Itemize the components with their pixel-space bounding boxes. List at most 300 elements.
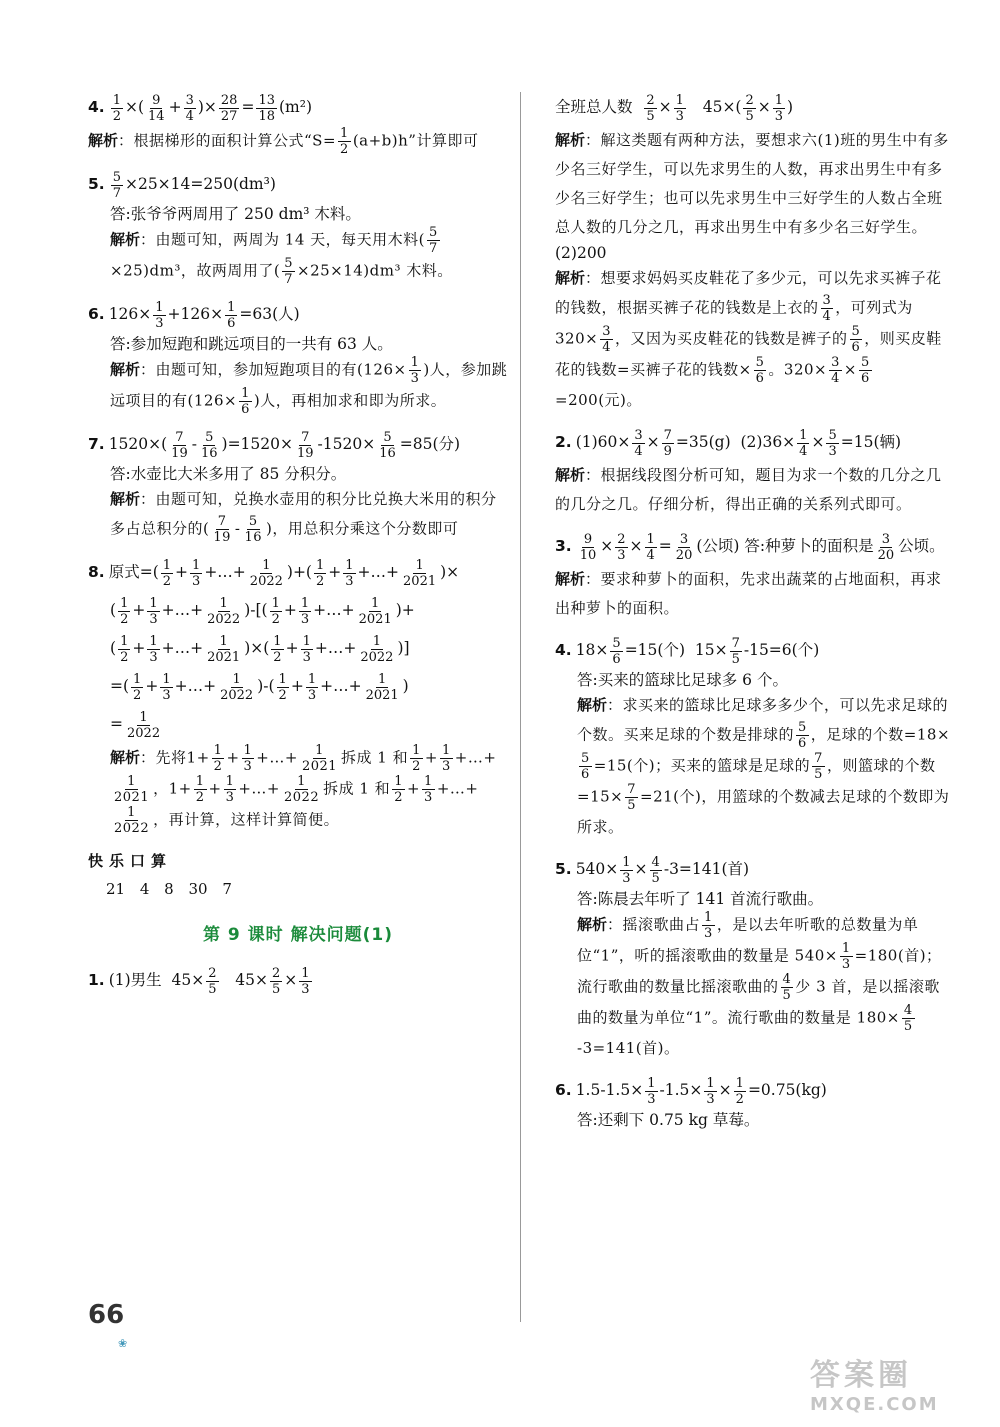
- fraction-numerator: 3: [634, 427, 643, 443]
- fraction-numerator: 1: [227, 299, 236, 315]
- fraction: [392, 774, 405, 805]
- text-span: dm³ 木料。: [369, 261, 453, 280]
- text-span: 答案圈: [810, 1358, 912, 1393]
- text-span: 拆成 1 和: [323, 779, 391, 798]
- fraction-numerator: 5: [284, 256, 293, 271]
- fraction: [295, 430, 316, 461]
- question-number: 7.: [88, 435, 105, 453]
- fraction-numerator: 1: [371, 595, 380, 611]
- fraction-denominator: 16: [379, 445, 396, 461]
- fraction: [409, 355, 422, 386]
- fraction: [357, 596, 394, 627]
- analysis-r4: 解析：求买来的篮球比足球多多少个，可以先求足球的个数。买来足球的个数是排球的 $\frac{5}{6}$ ，足球的个数=18× $\frac{5}{6}$ =15(个)；买来的篮球是足球的 $\frac{7}{5}$ ，则篮球的个数=15× $\frac{7}{5}$ =21(个)，用篮球的个数减去足球的个数即为所求。: [577, 696, 951, 836]
- text-line: 2. (1)60× $\frac{3}{4}$ × $\frac{7}{9}$ =35(g) (2)36× $\frac{1}{4}$ × $\frac{5}{3}$ =15(辆): [555, 427, 902, 459]
- question-1-cont: [555, 88, 955, 415]
- question-r3: [555, 527, 955, 623]
- fraction: [600, 324, 613, 355]
- fraction-denominator: 5: [646, 108, 655, 124]
- fraction-denominator: 20: [675, 547, 693, 563]
- fraction-numerator: 13: [258, 92, 275, 108]
- fraction: [125, 710, 162, 741]
- answer-r6: 答:还剩下 0.75 kg 草莓。: [577, 1111, 760, 1129]
- text-span: -3=141(首)。: [577, 1039, 680, 1057]
- text-span: ：想要求妈妈买皮鞋花了多少元，可以先求买裤子花的钱数，根据买裤子花的钱数是上衣的: [555, 269, 942, 317]
- fraction-denominator: 5: [782, 988, 792, 1003]
- answer-r4: 答:买来的篮球比足球多 6 个。: [577, 671, 788, 689]
- fraction-denominator: 2022: [127, 725, 161, 741]
- fraction-numerator: 1: [127, 774, 136, 789]
- fraction-numerator: 1: [340, 126, 349, 141]
- text-span: ，再计算，这样计算简便。: [153, 810, 340, 829]
- fraction-numerator: 5: [429, 225, 438, 240]
- fraction: [743, 93, 755, 124]
- fraction-denominator: 3: [774, 108, 784, 124]
- fraction-numerator: 1: [646, 531, 655, 547]
- fraction-denominator: 3: [706, 1091, 715, 1107]
- fraction-denominator: 2: [112, 108, 121, 124]
- fraction-denominator: 4: [799, 443, 808, 459]
- fraction: [829, 355, 842, 386]
- fraction: [161, 558, 173, 589]
- kuaile-title: 快乐口算: [88, 852, 173, 870]
- fraction: [620, 855, 632, 886]
- fraction-numerator: 7: [627, 782, 637, 797]
- fraction: [826, 428, 838, 459]
- fraction-denominator: 10: [579, 547, 597, 563]
- fraction-numerator: 1: [412, 743, 421, 758]
- fraction: [306, 672, 318, 703]
- fraction: [579, 751, 592, 782]
- fraction-denominator: 19: [213, 530, 231, 545]
- fraction: [243, 514, 265, 545]
- fraction-numerator: 1: [243, 743, 253, 758]
- fraction: [184, 93, 196, 124]
- fraction-numerator: 1: [774, 92, 784, 108]
- fraction: [702, 910, 715, 941]
- question-r4: [555, 631, 955, 842]
- fraction-denominator: 19: [296, 445, 314, 461]
- fraction: [111, 170, 123, 201]
- fraction-numerator: 1: [302, 633, 311, 649]
- fraction-denominator: 2021: [114, 790, 150, 805]
- fraction-denominator: 6: [860, 371, 870, 386]
- fraction-denominator: 7: [429, 241, 438, 256]
- fraction: [427, 225, 440, 256]
- text-line: ( $\frac{1}{2}$ + $\frac{1}{3}$ +…+ $\frac{1}{2022}$ )-[( $\frac{1}{2}$ + $\frac{1}{3}$ +…+ $\frac{1}{2021}$ )+: [110, 595, 415, 627]
- fraction-denominator: 2: [162, 573, 172, 589]
- fraction-numerator: 1: [278, 671, 287, 687]
- fraction-denominator: 2021: [365, 687, 399, 703]
- question-number: 3.: [555, 537, 572, 555]
- fraction-denominator: 3: [675, 108, 684, 124]
- fraction-numerator: 2: [646, 92, 655, 108]
- fraction: [876, 532, 897, 563]
- fraction: [160, 672, 172, 703]
- answer-6: 答:参加短跑和跳远项目的一共有 63 人。: [110, 335, 393, 353]
- fraction-denominator: 6: [241, 402, 250, 417]
- fraction: [674, 93, 686, 124]
- fraction-denominator: 9: [663, 443, 672, 459]
- fraction-numerator: 4: [782, 972, 792, 987]
- fraction-denominator: 2: [133, 687, 142, 703]
- fraction-numerator: 1: [195, 774, 205, 789]
- fraction-denominator: 2021: [403, 573, 437, 589]
- question-number: 2.: [555, 433, 572, 451]
- fraction-numerator: 28: [220, 92, 238, 108]
- fraction: [662, 428, 674, 459]
- fraction: [271, 634, 283, 665]
- fraction-numerator: 5: [248, 514, 258, 529]
- fraction-numerator: 1: [149, 633, 158, 649]
- fraction-numerator: 1: [139, 709, 148, 725]
- text-span: ：摇滚歌曲占: [607, 915, 701, 934]
- fraction-denominator: 3: [828, 443, 837, 459]
- fraction-denominator: 2: [394, 790, 403, 805]
- fraction: [401, 558, 438, 589]
- analysis-label: 解析: [577, 696, 608, 714]
- question-number: 1.: [88, 971, 105, 989]
- answer-5: 答:张爷爷两周用了 250 dm³ 木料。: [110, 205, 361, 223]
- fraction-numerator: 7: [217, 514, 227, 529]
- fraction: [282, 774, 321, 805]
- fraction-numerator: 1: [647, 1075, 656, 1091]
- fraction: [147, 634, 159, 665]
- fraction-denominator: 7: [112, 185, 121, 201]
- text-line: = $\frac{1}{2022}$: [110, 709, 161, 741]
- fraction-numerator: 5: [755, 355, 765, 370]
- text-span: ：由题可知，兑换水壶用的积分比兑换大米用的积分多占总积分的: [110, 490, 497, 538]
- fraction-numerator: 1: [441, 743, 451, 758]
- fraction: [205, 596, 242, 627]
- analysis-7: 解析：由题可知，兑换水壶用的积分比兑换大米用的积分多占总积分的( $\frac{7}{19}$ - $\frac{5}{16}$ )，用总积分乘这个分数即可: [110, 490, 497, 545]
- fraction-denominator: 2022: [360, 649, 394, 665]
- fraction-denominator: 3: [617, 547, 626, 563]
- fraction: [211, 514, 233, 545]
- text-span: 人，参加跳远项目的有: [110, 360, 508, 410]
- fraction-numerator: 1: [127, 805, 136, 820]
- fraction: [796, 720, 809, 751]
- question-number: 5.: [555, 860, 572, 878]
- text-span: ，则买皮鞋花的钱数=买裤子花的钱数×: [555, 329, 942, 379]
- fraction-numerator: 2: [208, 965, 217, 981]
- fraction: [205, 634, 242, 665]
- text-span: ：由题可知，两周为 14 天，每天用木料: [140, 230, 419, 249]
- analysis-label: 解析: [555, 269, 586, 287]
- text-line: 全班总人数 $\frac{2}{5}$ × $\frac{1}{3}$ 45×( $\frac{2}{5}$ × $\frac{1}{3}$ ): [555, 92, 794, 124]
- fraction-denominator: 3: [149, 611, 158, 627]
- fraction-denominator: 2022: [284, 790, 320, 805]
- fraction-denominator: 2022: [249, 573, 283, 589]
- fraction: [615, 532, 627, 563]
- fraction: [301, 634, 313, 665]
- fraction: [194, 774, 207, 805]
- text-span: 全班总人数: [555, 98, 633, 116]
- fraction-numerator: 5: [612, 635, 621, 651]
- fraction: [300, 743, 339, 774]
- fraction-denominator: 6: [227, 315, 236, 331]
- fraction-denominator: 2: [412, 759, 421, 774]
- fraction-denominator: 3: [441, 759, 451, 774]
- fraction-numerator: 1: [315, 743, 324, 758]
- text-span: =15(个)；买来的篮球是足球的: [593, 756, 811, 775]
- fraction-numerator: 5: [112, 169, 121, 185]
- fraction-numerator: 1: [301, 965, 310, 981]
- fraction-numerator: 1: [241, 386, 250, 401]
- fraction-numerator: 1: [394, 774, 403, 789]
- text-span: ，又因为买皮鞋花的钱数是裤子的: [614, 329, 848, 348]
- question-5: [88, 165, 508, 287]
- fraction-denominator: 2: [195, 790, 205, 805]
- text-span: 人，再相加求和即为所求。: [260, 391, 447, 410]
- fraction: [410, 743, 423, 774]
- fraction-denominator: 18: [258, 108, 275, 124]
- fraction: [645, 1076, 657, 1107]
- fraction-numerator: 1: [675, 92, 684, 108]
- column-divider: [520, 92, 521, 1322]
- analysis-label: 解析: [555, 570, 586, 588]
- text-line: [88, 165, 508, 203]
- fraction: [270, 966, 282, 997]
- question-r6: [555, 1071, 955, 1131]
- fraction-numerator: 1: [162, 557, 172, 573]
- fraction: [199, 430, 220, 461]
- fraction: [840, 941, 853, 972]
- analysis-8: 解析：先将1+ $\frac{1}{2}$ + $\frac{1}{3}$ +…+ $\frac{1}{2021}$ 拆成 1 和 $\frac{1}{2}$ + $\frac{1}{3}$ +…+ $\frac{1}{2021}$ ，1+ $\frac{1}{2}$ + $\frac{1}{3}$ +…+ $\frac{1}{2022}$ 拆成 1 和 $\frac{1}{2}$ + $\frac{1}{3}$ +…+ $\frac{1}{2022}$ ，再计算，这样计算简便。: [110, 743, 497, 836]
- fraction: [364, 672, 401, 703]
- fraction-denominator: 2: [120, 611, 129, 627]
- text-span: ，是以去年听歌的总数量为单位“1”，听的摇滚歌曲的数量是 540×: [577, 915, 919, 965]
- fraction-numerator: 3: [679, 531, 689, 547]
- fraction-numerator: 2: [745, 92, 754, 108]
- fraction: [754, 355, 767, 386]
- fraction: [650, 855, 662, 886]
- analysis-label: 解析: [88, 131, 119, 150]
- fraction-numerator: 1: [232, 671, 241, 687]
- fraction: [299, 596, 311, 627]
- fraction-denominator: 2: [120, 649, 129, 665]
- fraction-numerator: 1: [307, 671, 317, 687]
- question-number: 8.: [88, 563, 105, 581]
- fraction: [704, 1076, 716, 1107]
- fraction: [169, 430, 190, 461]
- fraction: [242, 743, 255, 774]
- analysis-label: 解析: [577, 915, 608, 934]
- text-span: =21(个)，用篮球的个数减去足球的个数即为所求。: [577, 787, 950, 836]
- fraction-denominator: 4: [602, 340, 611, 355]
- fraction: [850, 324, 863, 355]
- text-span: ：解这类题有两种方法，要想求六(1)班的男生中有多少名三好学生，可以先求男生的人数，再求出男生中有多少名三好学生；也可以先求男生中三好学生的人数占全班总人数的几分之几，再求出男生中有多少名三好学生。: [555, 131, 949, 236]
- text-span: dm³，故两周用了: [149, 261, 274, 280]
- text-span: ，足球的个数=: [810, 725, 917, 744]
- fraction-denominator: 2022: [114, 821, 150, 836]
- text-span: (a+b)h”计算即可: [352, 131, 479, 150]
- text-span: ：先将: [140, 748, 187, 767]
- fraction-numerator: 3: [881, 531, 890, 547]
- lesson-heading: 第 9 课时 解决问题(1): [203, 925, 393, 945]
- fraction-denominator: 4: [822, 309, 832, 324]
- analysis-5: 解析：由题可知，两周为 14 天，每天用木料( $\frac{5}{7}$ ×25)dm³，故两周用了( $\frac{5}{7}$ ×25×14)dm³ 木料。: [110, 225, 453, 287]
- fraction: [338, 126, 351, 157]
- fraction: [299, 966, 311, 997]
- fraction: [440, 743, 453, 774]
- fraction-numerator: 1: [219, 595, 228, 611]
- fraction-denominator: 3: [155, 315, 164, 331]
- fraction-numerator: 5: [205, 429, 214, 445]
- fraction-denominator: 16: [200, 445, 218, 461]
- fraction-denominator: 2021: [207, 649, 241, 665]
- text-line: 7. 1520×( $\frac{7}{19}$ - $\frac{5}{16}$ )=1520× $\frac{7}{19}$ -1520× $\frac{5}{16}$ =85(分): [88, 429, 461, 461]
- fraction: [625, 782, 638, 813]
- text-span: 原式=: [108, 563, 153, 581]
- fraction-denominator: 2: [278, 687, 287, 703]
- fraction: [224, 774, 237, 805]
- fraction: [118, 634, 130, 665]
- fraction-numerator: 1: [120, 595, 129, 611]
- fraction-numerator: 1: [841, 941, 851, 956]
- fraction-denominator: 4: [634, 443, 643, 459]
- fraction-numerator: 1: [372, 633, 382, 649]
- analysis-label: 解析: [555, 466, 586, 484]
- fraction-numerator: 1: [120, 633, 129, 649]
- fraction-numerator: 1: [133, 671, 142, 687]
- fraction-numerator: 5: [828, 427, 837, 443]
- analysis-r3: [555, 565, 955, 623]
- fraction-denominator: 14: [148, 108, 165, 124]
- text-span: ：由题可知，参加短跑项目的有: [140, 360, 358, 379]
- fraction-denominator: 3: [622, 870, 631, 886]
- text-line: 4. 18× $\frac{5}{6}$ =15(个) 15× $\frac{7}{5}$ -15=6(个): [555, 635, 820, 667]
- fraction: [859, 355, 872, 386]
- fraction-denominator: 3: [704, 926, 713, 941]
- fraction: [730, 636, 742, 667]
- analysis-label: 解析: [110, 748, 141, 767]
- fraction-denominator: 2021: [358, 611, 392, 627]
- fraction-denominator: 5: [272, 981, 281, 997]
- analysis-4: [88, 126, 508, 157]
- question-number: 4.: [555, 641, 572, 659]
- fraction-numerator: 1: [155, 299, 164, 315]
- fraction: [146, 93, 167, 124]
- fraction-numerator: 1: [219, 633, 228, 649]
- fraction: [821, 293, 834, 324]
- text-span: ，可列式为: [835, 298, 913, 317]
- fraction-numerator: 3: [602, 324, 611, 339]
- fraction-numerator: 1: [300, 595, 310, 611]
- fraction: [131, 672, 143, 703]
- fraction: [422, 774, 435, 805]
- text-line: ( $\frac{1}{2}$ + $\frac{1}{3}$ +…+ $\frac{1}{2021}$ )×( $\frac{1}{2}$ + $\frac{1}{3}$ +…+ $\frac{1}{2022}$ )]: [110, 633, 410, 665]
- fraction-denominator: 2: [273, 649, 282, 665]
- fraction-denominator: 3: [307, 687, 317, 703]
- watermark-logo: [810, 1350, 960, 1415]
- fraction-denominator: 6: [612, 651, 621, 667]
- fraction: [797, 428, 809, 459]
- fraction: [206, 966, 218, 997]
- fraction-denominator: 3: [302, 649, 311, 665]
- fraction: [773, 93, 785, 124]
- fraction-numerator: 1: [424, 774, 433, 789]
- fraction-numerator: 1: [149, 595, 158, 611]
- fraction-numerator: 1: [622, 854, 631, 870]
- fraction-numerator: 3: [185, 92, 194, 108]
- fraction-numerator: 7: [175, 429, 184, 445]
- fraction-denominator: 5: [745, 108, 754, 124]
- answer-7: 答:水壶比大米多用了 85 分积分。: [110, 465, 347, 483]
- fraction-numerator: 7: [731, 635, 740, 651]
- question-6: [88, 295, 508, 417]
- question-r5: [555, 850, 955, 1063]
- fraction: [644, 93, 656, 124]
- fraction: [902, 1003, 915, 1034]
- fraction-denominator: 2: [735, 1091, 744, 1107]
- fraction-numerator: 1: [377, 671, 387, 687]
- fraction: [812, 751, 825, 782]
- fraction-denominator: 4: [646, 547, 655, 563]
- fraction-numerator: 2: [617, 531, 626, 547]
- fraction-numerator: 1: [273, 633, 282, 649]
- fraction: [781, 972, 794, 1003]
- fraction: [112, 805, 151, 836]
- text-line: 6. 1.5-1.5× $\frac{1}{3}$ -1.5× $\frac{1}{3}$ × $\frac{1}{2}$ =0.75(kg): [555, 1075, 827, 1107]
- fraction: [734, 1076, 746, 1107]
- fraction: [212, 743, 225, 774]
- fraction-denominator: 3: [162, 687, 171, 703]
- fraction-denominator: 6: [798, 736, 807, 751]
- fraction-numerator: 1: [410, 355, 420, 370]
- fraction: [277, 672, 289, 703]
- fraction: [219, 93, 240, 124]
- fraction: [377, 430, 398, 461]
- fraction-numerator: 5: [860, 355, 870, 370]
- fraction-denominator: 19: [171, 445, 188, 461]
- fraction-denominator: 2022: [207, 611, 241, 627]
- question-number: 5.: [88, 175, 105, 193]
- fraction-denominator: 5: [814, 767, 823, 782]
- fraction-denominator: 3: [841, 957, 851, 972]
- fraction: [343, 558, 355, 589]
- fraction-denominator: 3: [192, 573, 201, 589]
- text-line: 4. $\frac{1}{2}$ ×( $\frac{9}{14}$ + $\frac{3}{4}$ )× $\frac{28}{27}$ = $\frac{13}{18}$ (m²): [88, 92, 312, 124]
- fraction-numerator: 1: [225, 774, 235, 789]
- fraction: [358, 634, 395, 665]
- fraction: [239, 386, 252, 417]
- question-8: [88, 553, 508, 836]
- fraction-denominator: 5: [903, 1019, 913, 1034]
- fraction-denominator: 3: [301, 981, 310, 997]
- fraction-denominator: 2: [315, 573, 325, 589]
- fraction-denominator: 2: [271, 611, 280, 627]
- fraction-numerator: 9: [583, 531, 593, 547]
- question-number: 6.: [88, 305, 105, 323]
- fraction: [270, 596, 282, 627]
- fraction: [610, 636, 622, 667]
- fraction: [282, 256, 295, 287]
- fraction: [111, 93, 123, 124]
- text-span: =180(首)；流行歌曲的数量比摇滚歌曲的: [577, 946, 942, 996]
- fraction-denominator: 3: [149, 649, 158, 665]
- fraction-denominator: 3: [345, 573, 354, 589]
- fraction-denominator: 7: [284, 272, 293, 287]
- text-span: ：根据梯形的面积计算公式“S=: [118, 131, 337, 150]
- fraction-denominator: 27: [220, 108, 238, 124]
- analysis-r5: [555, 910, 955, 1063]
- left-column: [88, 88, 508, 999]
- sub-answer-2: (2)200: [555, 244, 607, 262]
- fraction-numerator: 7: [663, 427, 672, 443]
- fraction-numerator: 3: [831, 355, 840, 370]
- text-span: ：根据线段图分析可知，题目为求一个数的几分之几的几分之几。仔细分析，得出正确的关系列式即可。: [555, 466, 942, 513]
- page-dot-icon: ❀: [118, 1337, 128, 1350]
